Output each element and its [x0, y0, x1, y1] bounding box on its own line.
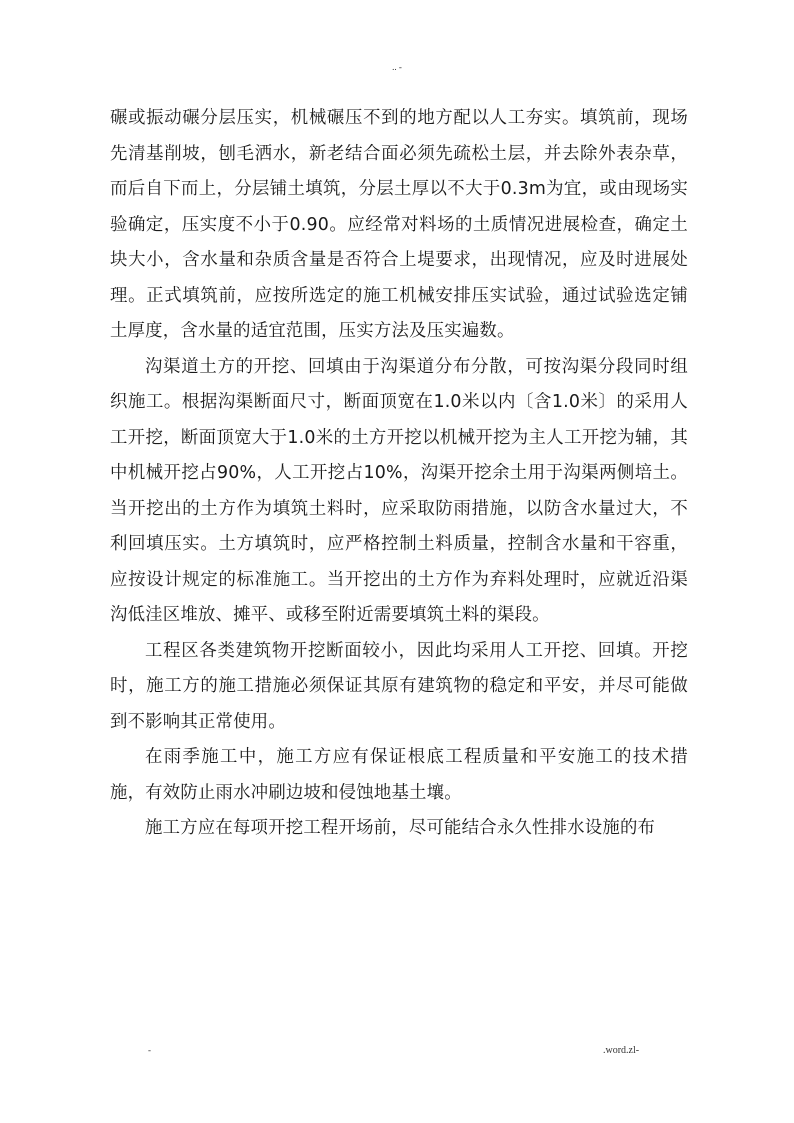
paragraph-2: 沟渠道土方的开挖、回填由于沟渠道分布分散，可按沟渠分段同时组织施工。根据沟渠断面尺寸，断面顶宽在1.0米以内〔含1.0米〕的采用人工开挖，断面顶宽大于1.0米的土方开挖以机械开挖为主人工开挖为辅，其中机械开挖占90%，人工开挖占10%，沟渠开挖余土用于沟渠两侧培土。当开挖出的土方作为填筑土料时，应采取防雨措施，以防含水量过大，不利回填压实。土方填筑时，应严格控制土料质量，控制含水量和干容重，应按设计规定的标准施工。当开挖出的土方作为弃料处理时，应就近沿渠沟低洼区堆放、摊平、或移至附近需要填筑土料的渠段。: [110, 356, 688, 625]
page-footer-right: .word.zl-: [603, 1045, 640, 1056]
paragraph-4: 在雨季施工中，施工方应有保证根底工程质量和平安施工的技术措施，有效防止雨水冲刷边坡和侵蚀地基土壤。: [110, 747, 688, 803]
paragraph-1: 碾或振动碾分层压实，机械碾压不到的地方配以人工夯实。填筑前，现场先清基削坡，刨毛洒水，新老结合面必须先疏松土层，并去除外表杂草，而后自下而上，分层铺土填筑，分层土厚以不大于0.3m为宜，或由现场实验确定，压实度不小于0.90。应经常对料场的土质情况进展检查，确定土块大小，含水量和杂质含量是否符合上堤要求，出现情况，应及时进展处理。正式填筑前，应按所选定的施工机械安排压实试验，通过试验选定铺土厚度，含水量的适宜范围，压实方法及压实遍数。: [110, 108, 688, 341]
document-body: [110, 101, 688, 847]
page-footer-left: -: [148, 1045, 151, 1055]
paragraph-5: 施工方应在每项开挖工程开场前，尽可能结合永久性排水设施的布: [145, 818, 656, 838]
page-header-mark: .. -: [392, 62, 402, 72]
paragraph-3: 工程区各类建筑物开挖断面较小，因此均采用人工开挖、回填。开挖时，施工方的施工措施必须保证其原有建筑物的稳定和平安，并尽可能做到不影响其正常使用。: [110, 640, 688, 732]
